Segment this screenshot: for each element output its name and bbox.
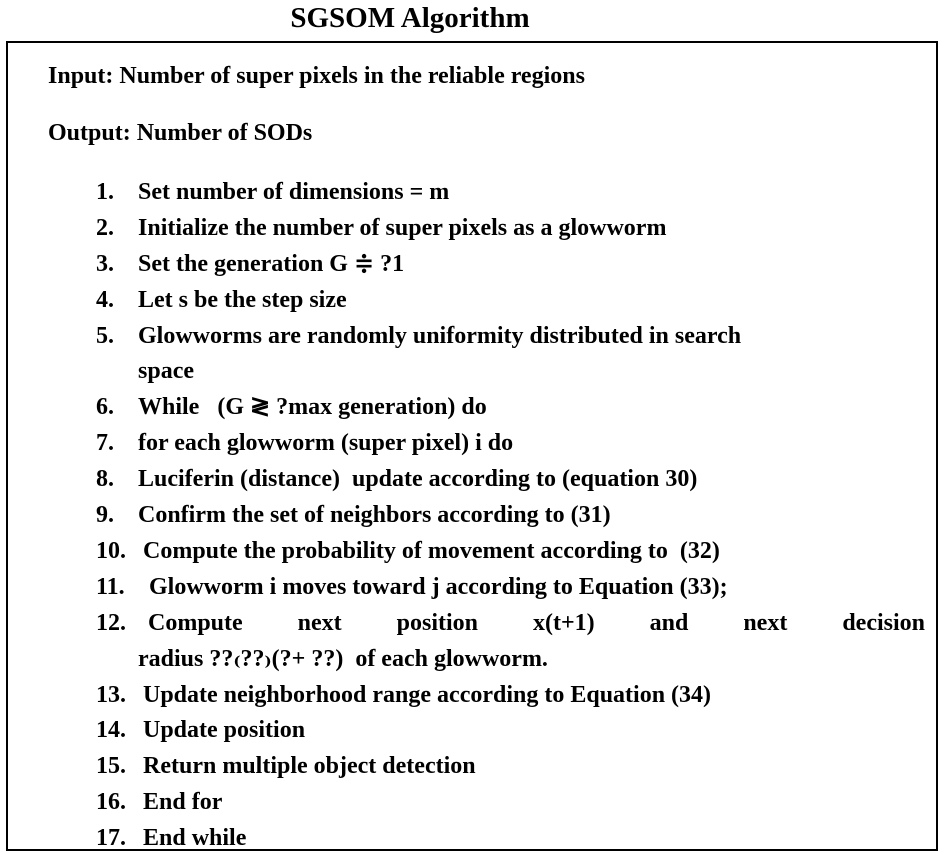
step-text: Compute the probability of movement according to (32)	[143, 537, 720, 564]
step-number: 9.	[96, 502, 114, 529]
step-number: 7.	[96, 430, 114, 457]
step-text-line-2: space	[138, 358, 194, 385]
step-5	[0, 319, 950, 391]
step-text: Update neighborhood range according to Equation (34)	[143, 681, 712, 708]
step-text: Update position	[143, 717, 306, 744]
algorithm-title: SGSOM Algorithm	[290, 2, 530, 34]
step-8	[0, 462, 950, 498]
step-text: Glowworm i moves toward j according to Equation (33);	[143, 573, 728, 600]
step-11	[0, 570, 950, 606]
step-text-line-2: radius ??₍??₎(?+ ??) of each glowworm.	[138, 645, 548, 672]
step-number: 13.	[96, 681, 126, 708]
step-number: 17.	[96, 825, 126, 852]
step-number: 10.	[96, 537, 126, 564]
step-word: next	[297, 609, 342, 636]
output-line: Output: Number of SODs	[48, 120, 313, 146]
step-word: decision	[842, 609, 925, 636]
step-word: x(t+1)	[533, 609, 595, 636]
step-text-line-1	[148, 606, 925, 642]
step-17	[0, 821, 950, 857]
step-number: 4.	[96, 286, 114, 313]
step-word: and	[649, 609, 689, 636]
step-16	[0, 785, 950, 821]
step-text: Luciferin (distance) update according to (equation 30)	[138, 466, 698, 493]
step-2	[0, 211, 950, 247]
step-word: Compute	[148, 609, 243, 636]
step-15	[0, 749, 950, 785]
step-number: 8.	[96, 466, 114, 493]
step-number: 15.	[96, 753, 126, 780]
step-3	[0, 247, 950, 283]
step-12	[0, 606, 950, 678]
step-text: Confirm the set of neighbors according to (31)	[138, 502, 611, 529]
input-line: Input: Number of super pixels in the reliable regions	[48, 63, 585, 89]
step-text: End while	[143, 825, 247, 852]
step-number: 2.	[96, 214, 114, 241]
step-4	[0, 283, 950, 319]
step-7	[0, 426, 950, 462]
step-number: 16.	[96, 789, 126, 816]
step-9	[0, 498, 950, 534]
step-13	[0, 678, 950, 714]
step-text: End for	[143, 789, 223, 816]
step-number: 14.	[96, 717, 126, 744]
step-text: Return multiple object detection	[143, 753, 476, 780]
step-number: 3.	[96, 250, 114, 277]
step-text: Initialize the number of super pixels as a glowworm	[138, 214, 667, 241]
step-word: next	[743, 609, 788, 636]
step-text: Set number of dimensions = m	[138, 179, 450, 205]
step-10	[0, 534, 950, 570]
step-number: 12.	[96, 609, 126, 636]
step-6	[0, 390, 950, 426]
step-number: 5.	[96, 322, 114, 349]
step-1	[0, 175, 950, 211]
step-list	[0, 175, 950, 857]
step-number: 1.	[96, 179, 114, 205]
step-number: 11.	[96, 573, 125, 600]
step-text-line-1: Glowworms are randomly uniformity distributed in search	[138, 322, 742, 349]
step-14	[0, 713, 950, 749]
step-text: for each glowworm (super pixel) i do	[138, 430, 514, 457]
step-word: position	[396, 609, 479, 636]
step-text: Let s be the step size	[138, 286, 347, 313]
step-text: While (G ≷ ?max generation) do	[138, 394, 487, 421]
step-number: 6.	[96, 394, 114, 421]
step-text: Set the generation G ≑ ?1	[138, 250, 405, 277]
